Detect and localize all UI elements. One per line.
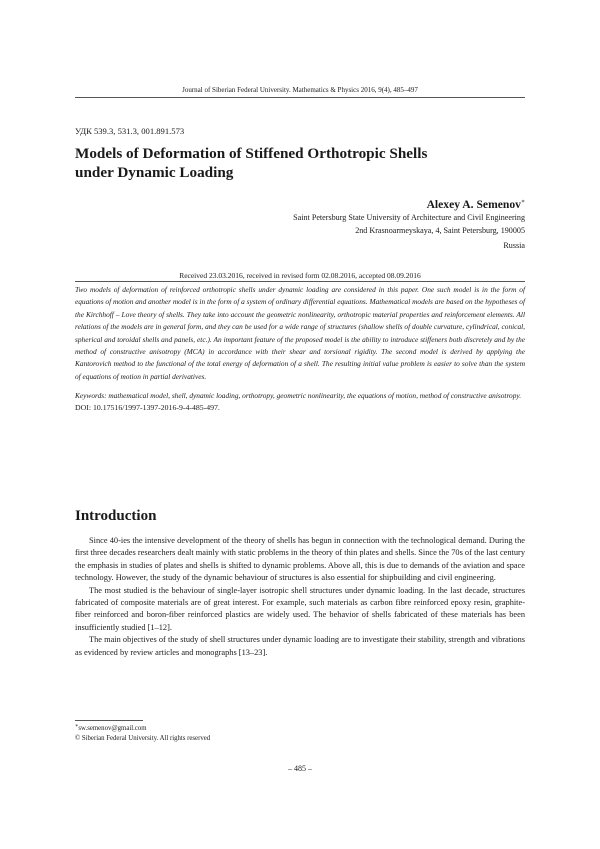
received-dates: Received 23.03.2016, received in revised form 02.08.2016, accepted 08.09.2016 [179, 271, 421, 280]
affiliation-line-2: 2nd Krasnoarmeyskaya, 4, Saint Petersburg, 190005 [355, 225, 525, 235]
footnote-email [75, 722, 525, 734]
affiliation-line-1: Saint Petersburg State University of Architecture and Civil Engineering [293, 213, 525, 222]
paragraph: The most studied is the behaviour of single-layer isotropic shell structures under dynamic loading. In the last decade, structures fabricated of composite materials are of great interest. For example, such materials as carbon fibre reinforced epoxy resin, graphite-fiber reinforced and boron-fiber reinforced plastics are widely used. The behavior of shells fabricated of these materials has been insufficiently studied [1–12]. [75, 585, 525, 632]
udc-code: УДК 539.3, 531.3, 001.891.573 [75, 126, 185, 136]
article-title-line-2: under Dynamic Loading [75, 164, 234, 181]
paragraph: The main objectives of the study of shell structures under dynamic loading are to investigate their stability, strength and vibrations as evidenced by review articles and monographs [13–23]. [75, 635, 525, 657]
author-name [150, 195, 525, 212]
keywords: Keywords: mathematical model, shell, dynamic loading, orthotropy, geometric nonlinearity, the equations of motion, method of constructive anisotropy. [75, 391, 522, 401]
footnotes [75, 722, 525, 744]
footnote-mark: ∗ [75, 724, 79, 729]
introduction-body [75, 535, 525, 659]
author-email[interactable]: sw.semenov@gmail.com [78, 725, 147, 732]
abstract-text: Two models of deformation of reinforced orthotropic shells under dynamic loading are considered in this paper. One such model is in the form of equations of motion and another model is in the form of a system of ordinary differential equations. Mathematical models are based on the hypotheses of the Kirchhoff – Love theory of shells. They take into account the geometric nonlinearity, orthotropic material properties and reinforcement elements. All relations of the models are in general form, and they can be used for a wide range of structures (shallow shells of double curvature, cylindrical, conical, spherical and toroidal shells and panels, etc.). An important feature of the proposed model is the ability to introduce stiffeners both discretely and by the method of constructive anisotropy (MCA) in accordance with their shear and torsional rigidity. The second model is derived by applying the Kantorovich method to the functional of the total energy of deformation of a shell. The resulting initial value problem is easier to solve than the system of equations of motion in partial derivatives. [75, 285, 525, 381]
abstract-section [75, 281, 525, 413]
article-title [75, 144, 515, 182]
footnote-divider [75, 720, 143, 721]
author-footnote-mark[interactable]: ∗ [520, 199, 525, 205]
footnote-copyright: © Siberian Federal University. All rights reserved [75, 735, 211, 742]
article-title-line-1: Models of Deformation of Stiffened Orthotropic Shells [75, 145, 428, 162]
author-block [150, 195, 525, 253]
affiliation-country: Russia [503, 241, 525, 250]
section-heading-introduction: Introduction [75, 508, 157, 524]
doi[interactable]: DOI: 10.17516/1997-1397-2016-9-4-485-497. [75, 402, 220, 412]
author-name-text: Alexey A. Semenov [426, 198, 521, 211]
running-head: Journal of Siberian Federal University. Mathematics & Physics 2016, 9(4), 485–497 [75, 86, 525, 98]
paragraph: Since 40-ies the intensive development of the theory of shells has begun in connection with the technological demand. During the first three decades researchers dealt mainly with static problems in the theory of thin plates and shells. Since the 70s of the last century the emphasis in studies of plates and shells is shifted to dynamic problems. Above all, this is due to demands of the aviation and space technology. However, the study of the dynamic behaviour of structures is also essential for shipbuilding and civil engineering. [75, 536, 525, 583]
page-number: – 485 – [288, 764, 312, 773]
